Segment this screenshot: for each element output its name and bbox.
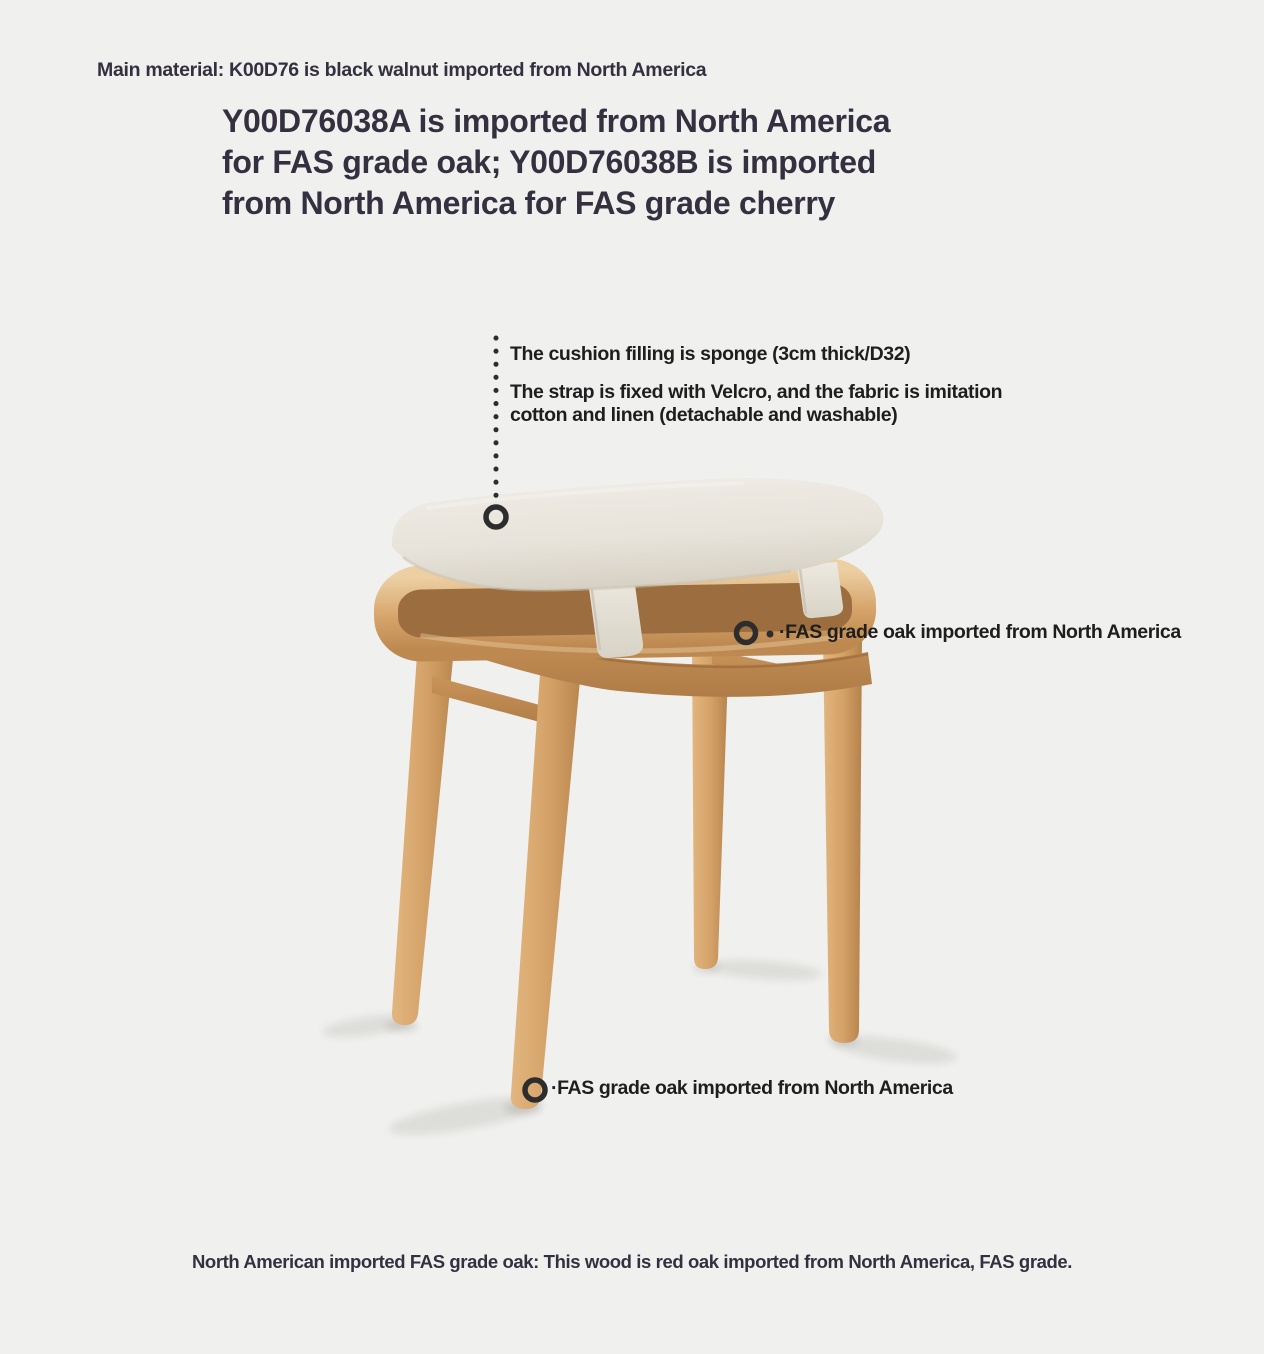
heading-line-3: from North America for FAS grade cherry — [222, 185, 836, 221]
product-heading — [222, 101, 890, 224]
leader-dot-frame — [767, 631, 774, 638]
strap-fabric-note — [510, 381, 1002, 427]
stool-leg-front-left — [511, 616, 586, 1109]
cushion-filling-note: The cushion filling is sponge (3cm thick/D32) — [510, 343, 911, 365]
bottom-caption: North American imported FAS grade oak: This wood is red oak imported from North America, FAS grade. — [191, 1251, 1073, 1272]
frame-material-note: ·FAS grade oak imported from North America — [779, 621, 1181, 643]
main-material-note: Main material: K00D76 is black walnut imported from North America — [97, 59, 707, 81]
heading-line-1: Y00D76038A is imported from North America — [222, 103, 891, 139]
strap-note-line-1: The strap is fixed with Velcro, and the fabric is imitation — [510, 381, 1003, 403]
strap-note-line-2: cotton and linen (detachable and washable) — [510, 404, 898, 426]
stool-leg-rear-left — [392, 598, 459, 1025]
leg-material-note: ·FAS grade oak imported from North America — [551, 1077, 953, 1099]
stool-leg-front-right — [823, 638, 862, 1043]
heading-line-2: for FAS grade oak; Y00D76038B is imported — [222, 144, 877, 180]
